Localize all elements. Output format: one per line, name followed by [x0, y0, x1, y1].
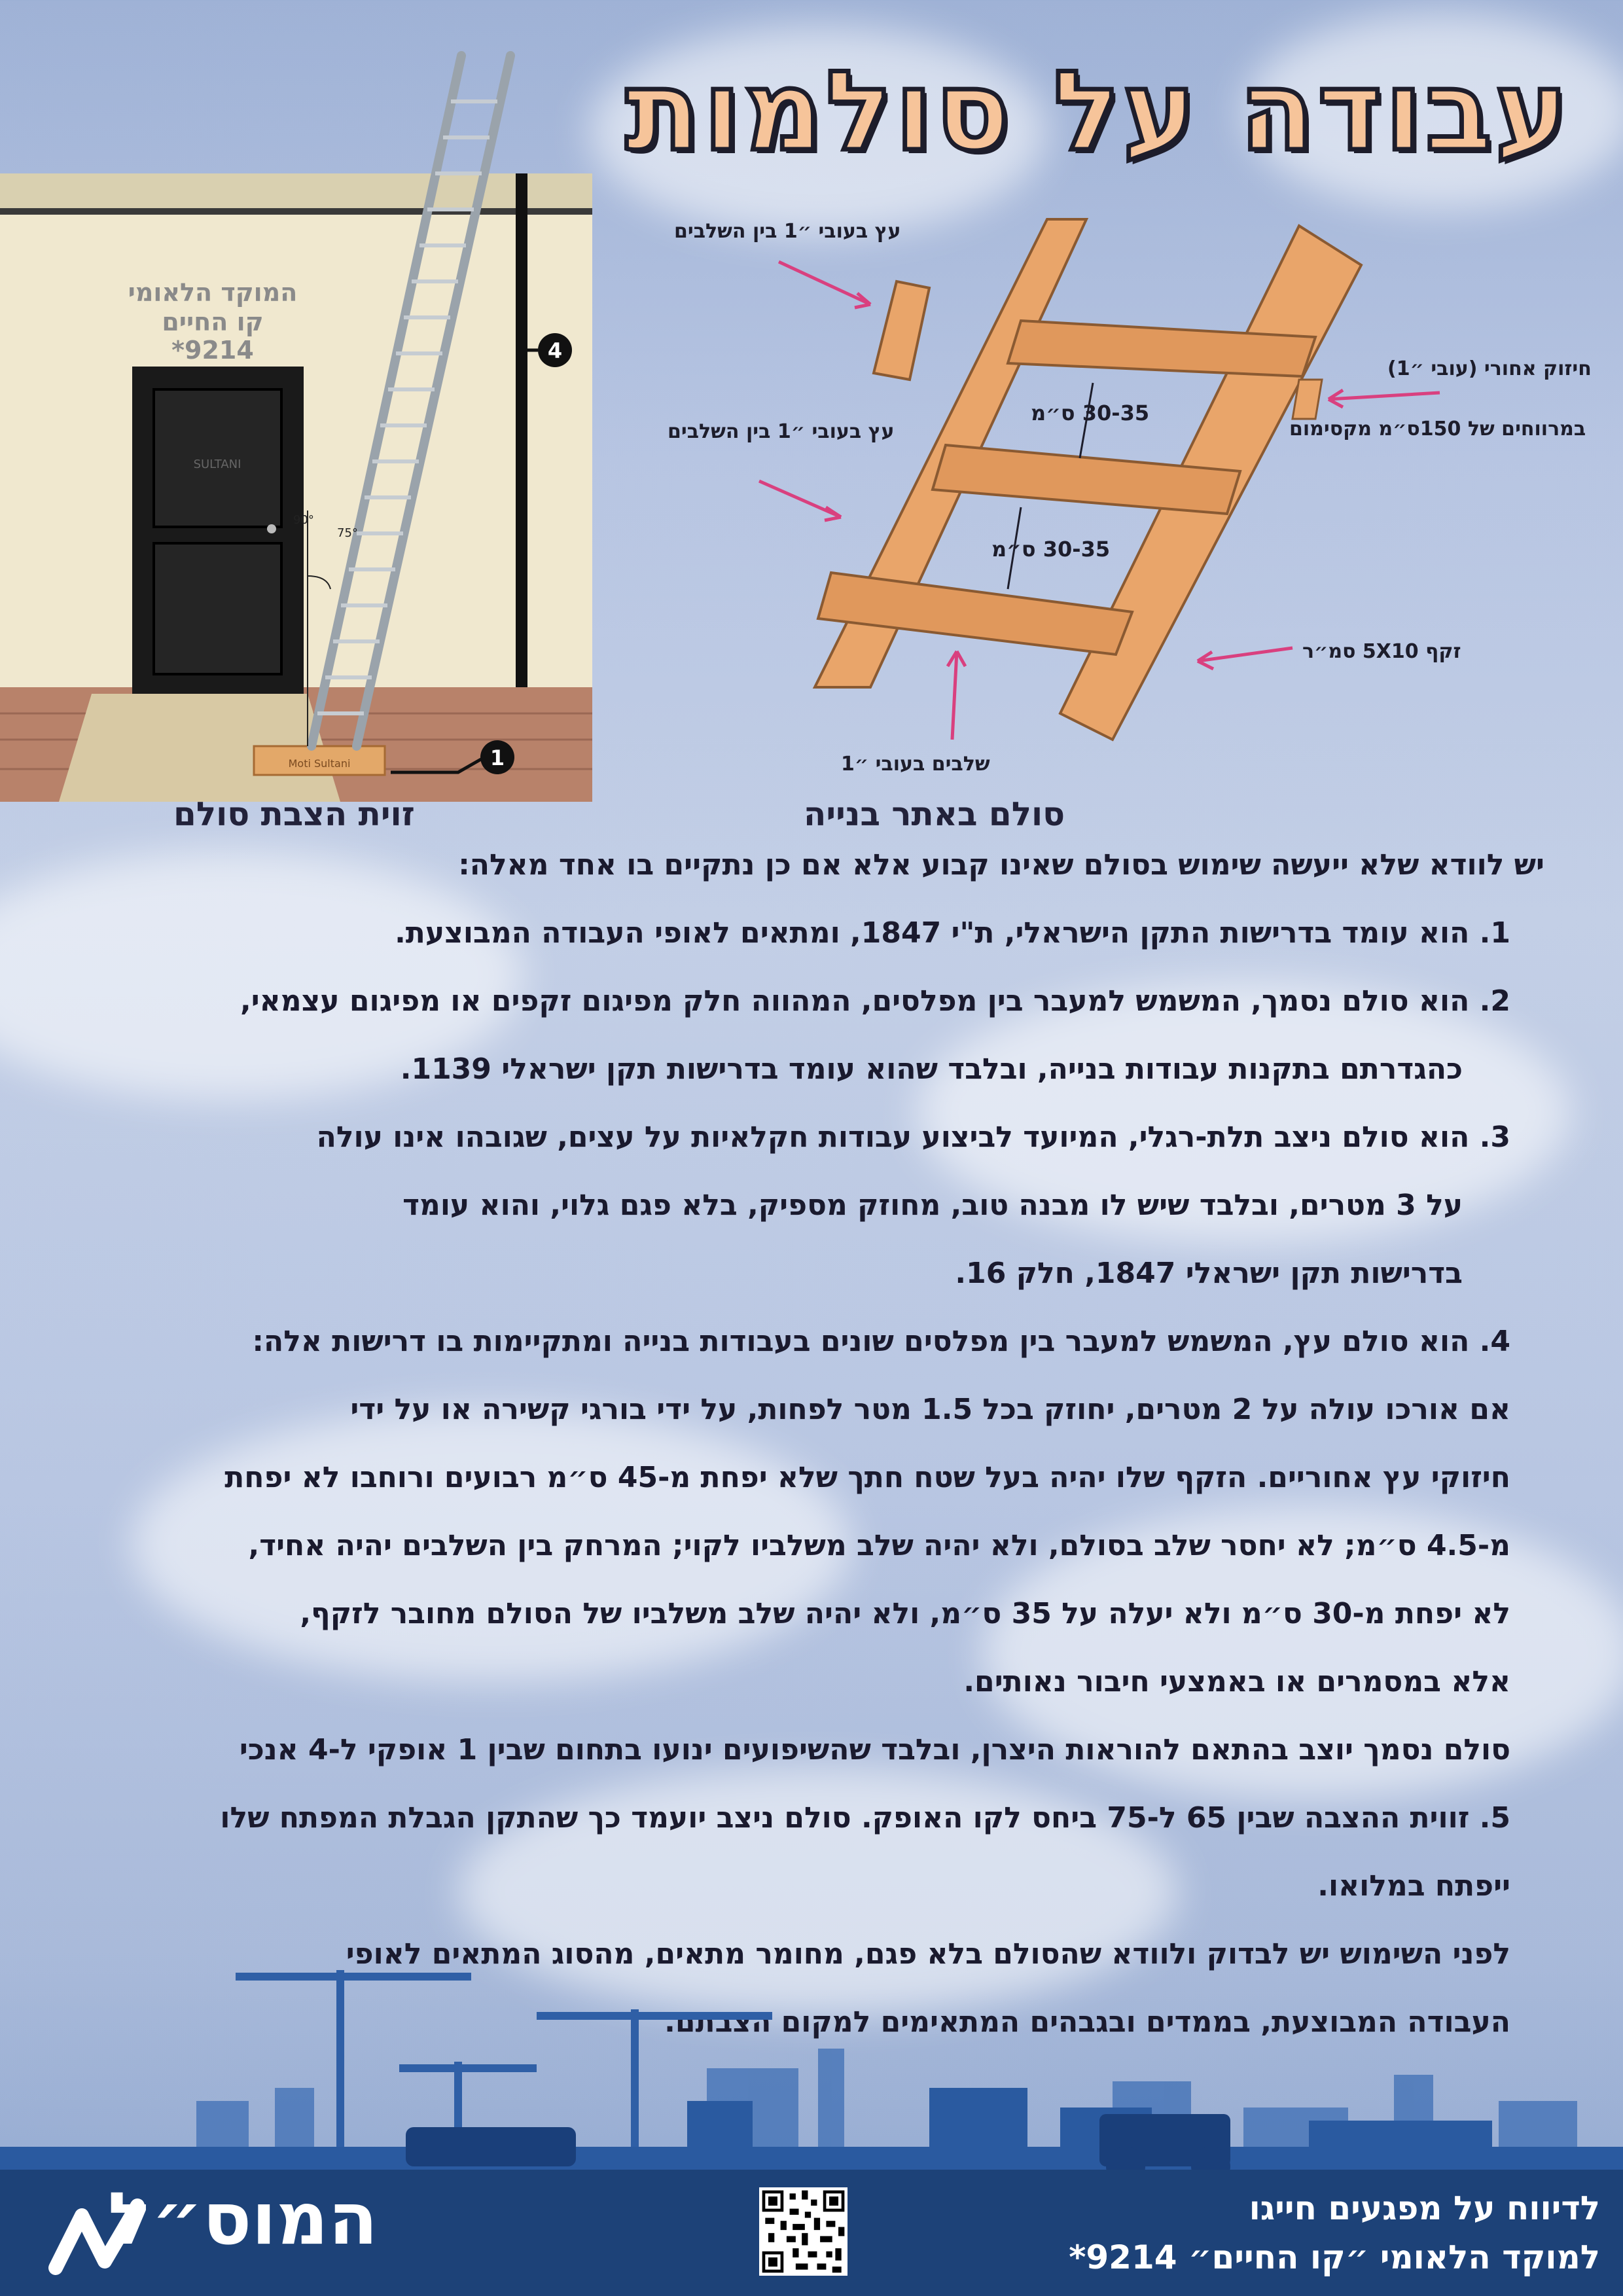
base-brand: Moti Sultani: [288, 757, 351, 770]
wooden-ladder-diagram: [648, 196, 1610, 798]
angle-75-label: 75°: [337, 526, 358, 540]
dimension-upper: 30-35 ס״מ: [1031, 401, 1150, 425]
body-line: בדרישות תקן ישראלי 1847, חלק 16.: [955, 1257, 1463, 1290]
body-line: ייפתח במלואו.: [1317, 1869, 1510, 1903]
label-post-size: זקף 5X10 סמ״ר: [1302, 640, 1461, 663]
dimension-lower: 30-35 ס״מ: [991, 537, 1111, 562]
body-line: על 3 מטרים, ובלבד שיש לו מבנה טוב, מחוזק מספיק, בלא פגם גלוי, והוא עומד: [402, 1189, 1463, 1222]
angle-90-label: 90°: [293, 513, 314, 527]
door-brand: SULTANI: [193, 457, 241, 471]
footer-bar: [0, 2170, 1623, 2296]
ladder-angle-illustration: [0, 39, 596, 805]
body-line: סולם נסמך יוצב בהתאם להוראות היצרן, ובלבד שהשיפועים ינועו בתחום שבין 1 אופקי ל-4 אנכי: [239, 1733, 1510, 1767]
body-line: יש לוודא שלא ייעשה שימוש בסולם שאינו קבוע אלא אם כן נתקיים בו אחד מאלה:: [458, 848, 1544, 882]
body-line: לא יפחת מ-30 ס״מ ולא יעלה על 35 ס״מ, ולא יהיה שלב משלביו של הסולם מחובר לזקף,: [300, 1597, 1510, 1630]
industrial-skyline: [0, 1931, 1623, 2193]
angle-caption: זוית הצבת סולם: [173, 795, 415, 833]
body-line: 5. זווית ההצבה שבין 65 ל-75 ביחס לקו האופק. סולם ניצב יועמד כך שהתקן הגבלת המפתח שלו: [220, 1801, 1510, 1835]
regulations-text: [65, 831, 1544, 2056]
hotline-text[interactable]: למוקד הלאומי ״קו החיים״ 9214*: [1069, 2238, 1600, 2276]
body-line: 2. הוא סולם נסמך, המשמש למעבר בין מפלסים, המהווה חלק מפיגום זקפים או מפיגום עצמאי,: [240, 984, 1510, 1018]
page-title: עבודה על סולמות: [625, 47, 1571, 175]
drain-pipe: [516, 173, 527, 710]
label-rung-thickness-top: עץ בעובי ״1 בין השלבים: [674, 220, 901, 243]
sign-line2: קו החיים: [162, 308, 264, 336]
sign-line1: המוקד הלאומי: [128, 278, 298, 307]
report-hazards-text: לדיווח על מפגעים חייגו: [1249, 2189, 1600, 2227]
construction-site-caption: סולם באתר בנייה: [804, 795, 1065, 833]
body-line: 4. הוא סולם עץ, המשמש למעבר בין מפלסים שונים בעבודות בנייה ומתקיימות בו דרישות אלה:: [252, 1325, 1510, 1358]
body-line: העבודה המבוצעת, בממדים ובגבהים המתאימים למקום הצבתם.: [664, 2005, 1510, 2039]
marker-4: 4: [547, 338, 563, 363]
body-line: כהגדרתם בתקנות עבודות בנייה, ובלבד שהוא עומד בדרישות תקן ישראלי 1139.: [400, 1052, 1463, 1086]
logo-text: המוס״ל: [108, 2177, 378, 2261]
label-support-interval: במרווחים של 150ס״מ מקסימום: [1289, 418, 1586, 440]
sign-line3: *9214: [171, 336, 254, 365]
marker-1: 1: [490, 745, 505, 770]
body-line: לפני השימוש יש לבדוק ולוודא שהסולם בלא פגם, מחומר מתאים, מהסוג המתאים לאופי: [346, 1937, 1510, 1971]
spacer-block: [874, 281, 929, 380]
label-rungs-thickness: שלבים בעובי ״1: [841, 753, 990, 776]
wall-cornice: [0, 173, 592, 213]
body-line: אלא במסמרים או באמצעי חיבור נאותים.: [963, 1665, 1510, 1698]
label-back-support: חיזוק אחורי (עובי ״1): [1387, 357, 1592, 380]
body-line: אם אורכו עולה על 2 מטרים, יחוזק בכל 1.5 מטר לפחות, על ידי בורגי קשירה או על ידי: [350, 1393, 1510, 1426]
qr-code-icon[interactable]: [759, 2187, 847, 2276]
body-line: 3. הוא סולם ניצב תלת-רגלי, המיועד לביצוע עבודות חקלאיות על עצים, שגובהו אינו עולה: [316, 1121, 1510, 1154]
body-line: חיזוקי עץ אחוריים. הזקף שלו יהיה בעל שטח חתך שלא יפחת מ-45 ס״מ רבועים ורוחבו לא יפחת: [224, 1461, 1510, 1494]
label-rung-thickness-mid: עץ בעובי ״1 בין השלבים: [668, 420, 895, 443]
body-line: מ-4.5 ס״מ; לא יחסר שלב בסולם, ולא יהיה שלב משלביו לקוי; המרחק בין השלבים יהיה אחיד,: [248, 1529, 1510, 1562]
body-line: 1. הוא עומד בדרישות התקן הישראלי, ת"י 1847, ומתאים לאופי העבודה המבוצעת.: [395, 916, 1510, 950]
